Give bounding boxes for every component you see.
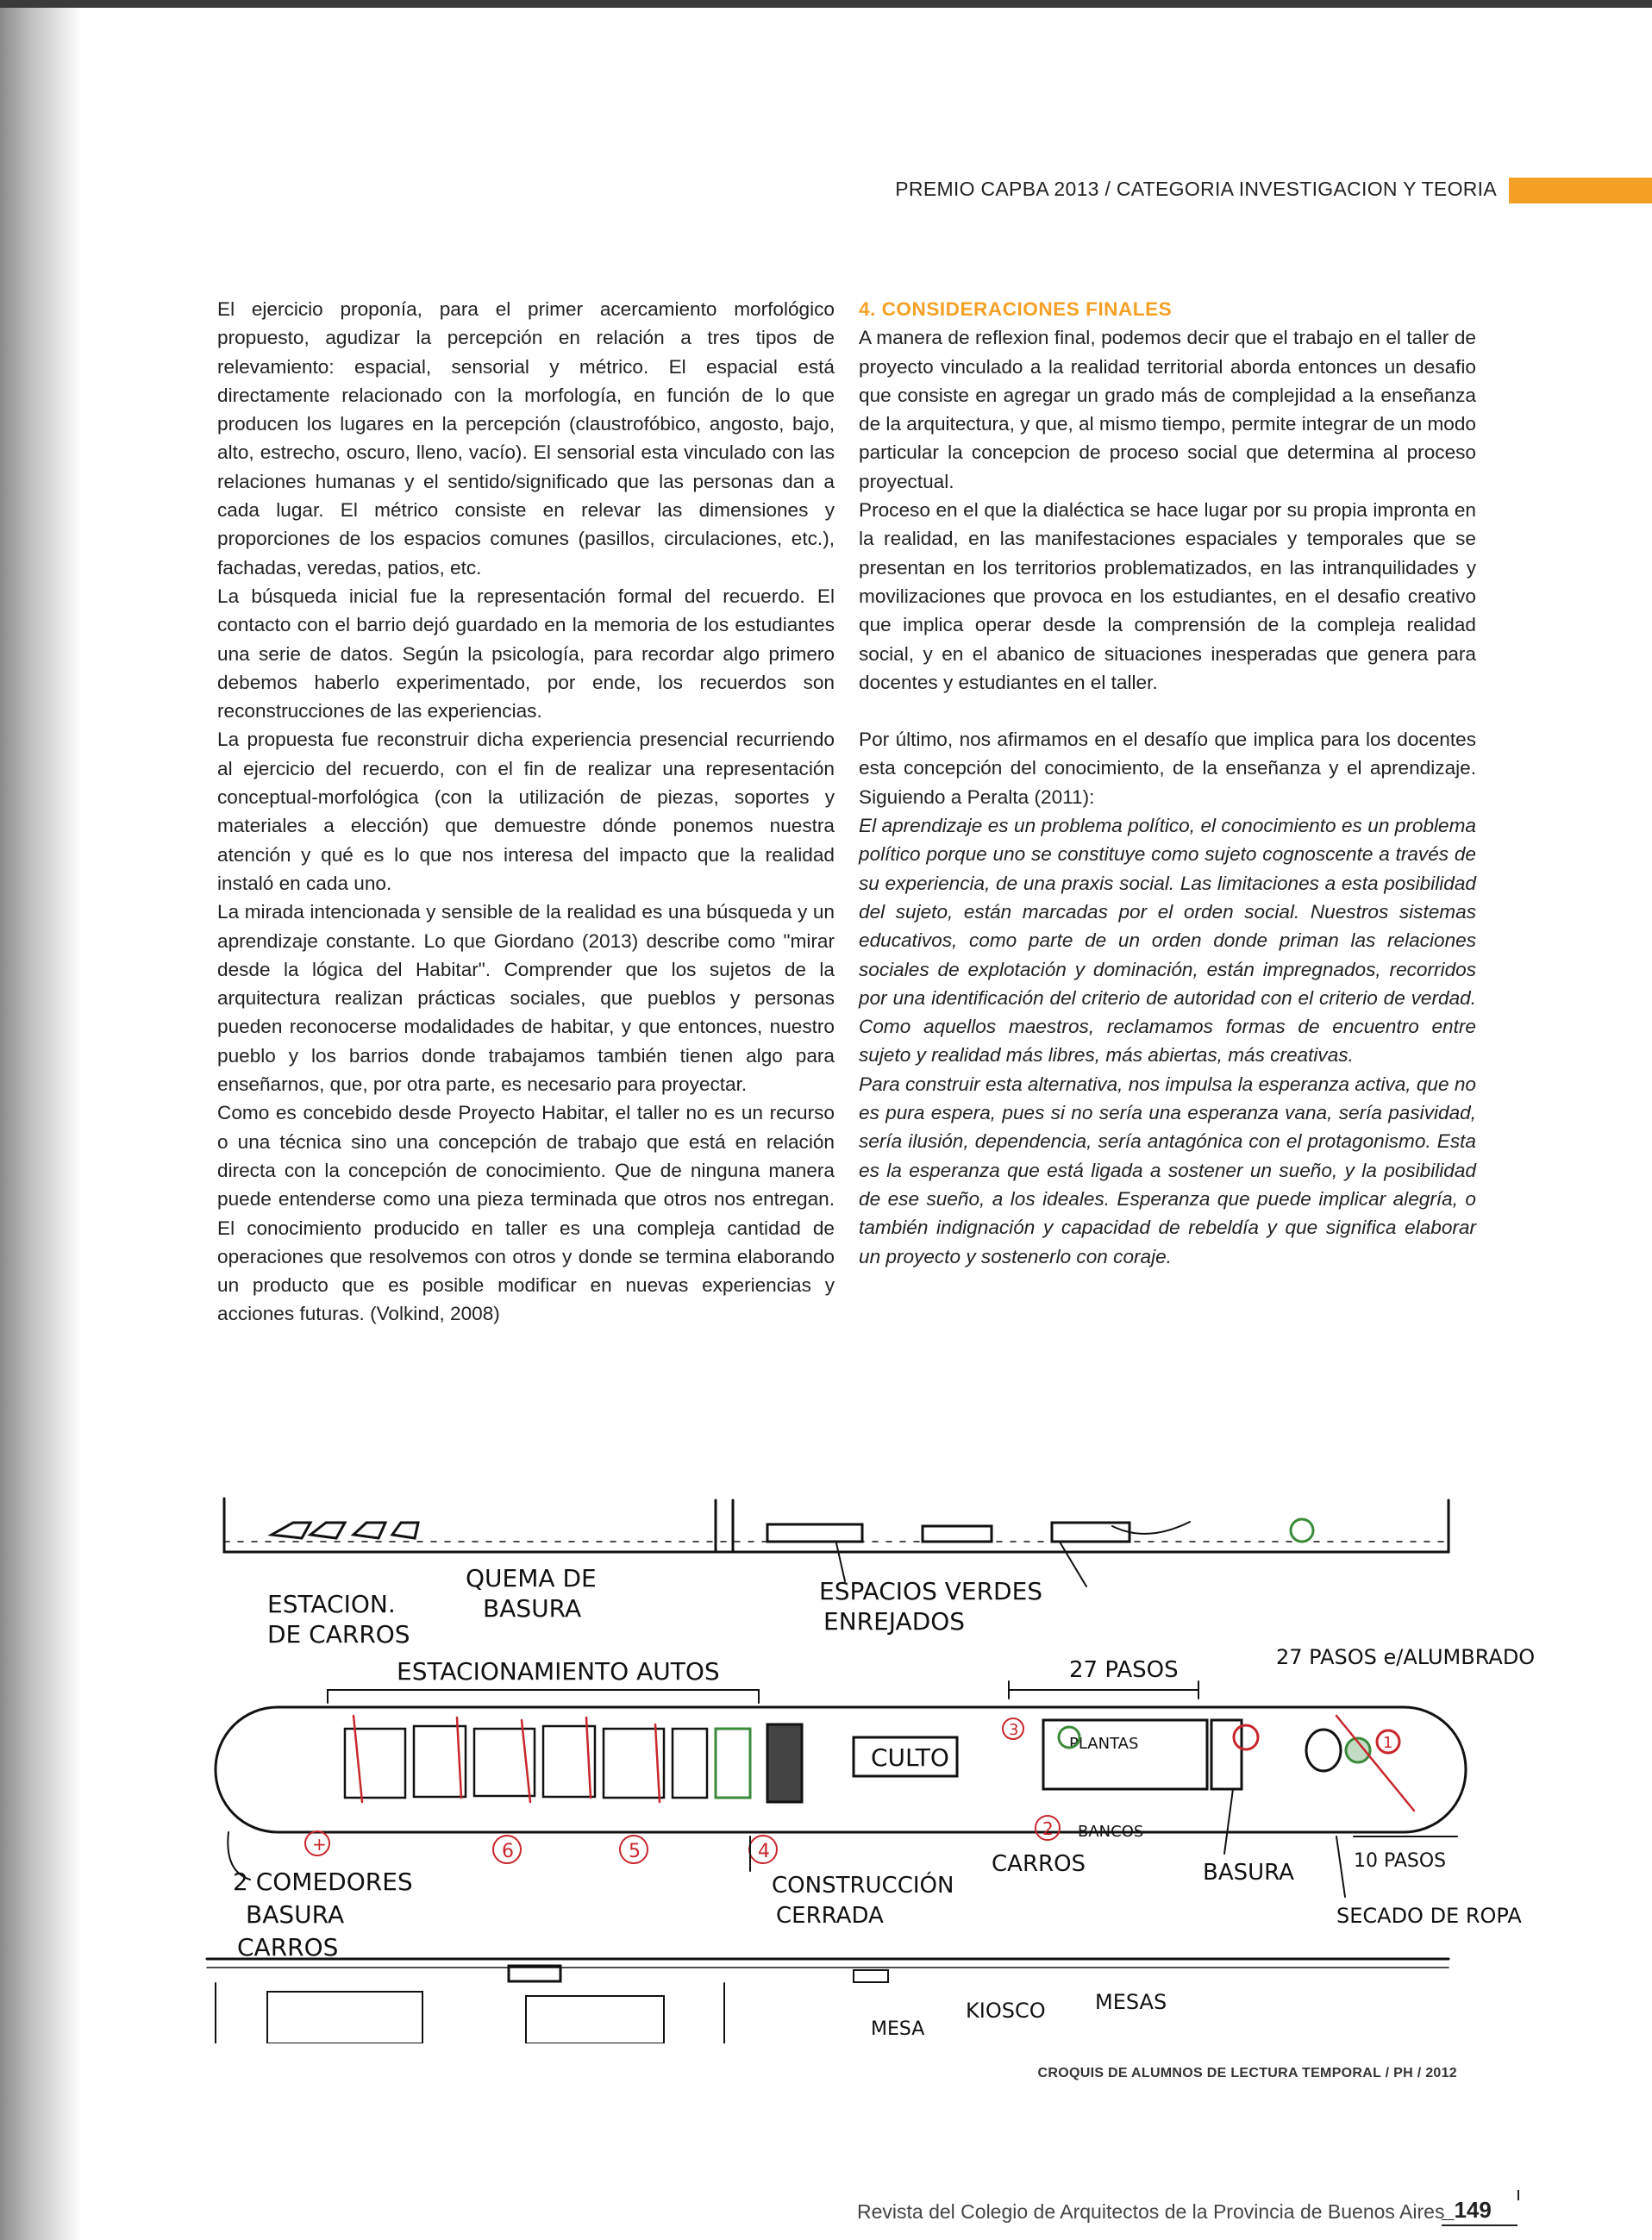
sketch-label: CARROS xyxy=(237,1933,339,1962)
paragraph: La búsqueda inicial fue la representación formal del recuerdo. El contacto con el barrio dejó guardado en la memoria de los estudiantes una serie de datos. Según la psicología, para recordar algo primero debemos haberlo experimentado, por ende, los recuerdos son reconstrucciones de las experiencias. xyxy=(217,585,835,723)
sketch-label: CERRADA xyxy=(776,1903,884,1929)
quote-paragraph: El aprendizaje es un problema político, el conocimiento es un problema político porque uno se constituye como sujeto cognoscente a través de su experiencia, de una praxis social. Las limitaciones a esta posibilidad del sujeto, están marcadas por el orden social. Nuestros sistemas educativos, como parte de un orden donde priman las relaciones sociales de explotación y dominación, están impregnados, recorridos por una identificación del criterio de autoridad con el criterio de verdad. Como aquellos maestros, reclamamos formas de encuentro entre sujeto y realidad más libres, más abiertas, más creativas. xyxy=(859,815,1476,1067)
binding-shadow xyxy=(0,0,82,2240)
sketch-label: MESAS xyxy=(1095,1990,1167,2014)
sketch-label: 27 PASOS xyxy=(1069,1657,1179,1683)
sketch-label: KIOSCO xyxy=(966,1999,1046,2023)
sketch-label: BASURA xyxy=(246,1900,345,1929)
sketch-marker: + xyxy=(312,1834,327,1855)
paragraph: La mirada intencionada y sensible de la realidad es una búsqueda y un aprendizaje constante. Lo que Giordano (2013) describe como "mirar desde la lógica del Habitar". Comprender que los sujetos de la arquitectura realizan prácticas sociales, que pueblos y personas pueden reconocerse modalidades de habitar, y que entonces, nuestro pueblo y los barrios donde trabajamos también tienen algo para enseñarnos, que, por otra parte, es necesario para proyectar. xyxy=(217,901,835,1096)
paragraph: Proceso en el que la dialéctica se hace lugar por su propia impronta en la realidad, en las manifestaciones espaciales y temporales que se presentan en los territorios problematizados, en las intranquilidades y movilizaciones que provoca en los estudiantes, en el desafio creativo que implica operar desde la comprensión de la compleja realidad social, y en el abanico de situaciones inesperadas que genera para docentes y estudiantes en el taller. xyxy=(859,499,1476,693)
sketch-marker: 3 xyxy=(1009,1721,1019,1739)
top-rule xyxy=(0,0,1652,8)
paragraph: La propuesta fue reconstruir dicha experiencia presencial recurriendo al ejercicio del recuerdo, con el fin de realizar una representación conceptual-morfológica (con la utilización de piezas, soportes y materiales a elección) que demuestre dónde ponemos nuestra atención y qué es lo que nos interesa del impacto que la realidad instaló en cada uno. xyxy=(217,729,835,894)
sketch-marker: 6 xyxy=(502,1841,514,1862)
right-column xyxy=(859,295,1476,1271)
sketch-label: CONSTRUCCIÓN xyxy=(772,1873,954,1899)
footer-publication: Revista del Colegio de Arquitectos de la Provincia de Buenos Aires xyxy=(857,2200,1445,2223)
sketch-label: MESA xyxy=(871,2018,925,2040)
sketch-label: DE CARROS xyxy=(267,1620,410,1649)
footer-rule xyxy=(1442,2224,1517,2226)
page-number: _149 xyxy=(1442,2197,1492,2223)
paragraph: Por último, nos afirmamos en el desafío que implica para los docentes esta concepción del conocimiento, de la enseñanza y el aprendizaje. Siguiendo a Peralta (2011): xyxy=(859,729,1476,808)
sketch-label: ESTACION. xyxy=(267,1590,396,1618)
running-header: PREMIO CAPBA 2013 / CATEGORIA INVESTIGACION Y TEORIA xyxy=(895,178,1497,200)
sketch-label: SECADO DE ROPA xyxy=(1336,1904,1522,1928)
left-column xyxy=(217,295,835,1329)
sketch-label: ESTACIONAMIENTO AUTOS xyxy=(397,1657,720,1686)
sketch-marker: 1 xyxy=(1383,1734,1393,1752)
sketch-marker: 5 xyxy=(629,1841,641,1862)
sketch-label: 2 COMEDORES xyxy=(233,1868,413,1896)
header-accent-bar xyxy=(1509,178,1652,203)
paragraph: A manera de reflexion final, podemos decir que el trabajo en el taller de proyecto vinculado a la realidad territorial aborda entonces un desafio que consiste en agregar un grado más de complejidad a la enseñanza de la arquitectura, y que, al mismo tiempo, permite integrar de un modo particular la concepcion de proceso social que determina al proceso proyectual. xyxy=(859,327,1476,492)
section-title: 4. CONSIDERACIONES FINALES xyxy=(859,298,1173,320)
sketch-label: CULTO xyxy=(871,1743,949,1772)
sketch-label: 27 PASOS e/ALUMBRADO xyxy=(1276,1645,1536,1669)
footer-tick xyxy=(1517,2190,1519,2200)
paragraph: Como es concebido desde Proyecto Habitar, el taller no es un recurso o una técnica sino una concepción de trabajo que está en relación directa con la concepción de conocimiento. Que de ninguna manera puede entenderse como una pieza terminada que otros nos entregan. El conocimiento producido en taller es una compleja cantidad de operaciones que resolvemos con otros y donde se termina elaborando un producto que es posible modificar en nuevas experiencias y acciones futuras. (Volkind, 2008) xyxy=(217,1102,835,1325)
sketch-label: ESPACIOS VERDES xyxy=(819,1577,1043,1605)
sketch-label: ENREJADOS xyxy=(823,1607,966,1636)
sketch-label: BANCOS xyxy=(1078,1823,1144,1841)
figure-caption: CROQUIS DE ALUMNOS DE LECTURA TEMPORAL / PH / 2012 xyxy=(1037,2066,1457,2080)
sketch-marker: 4 xyxy=(758,1841,770,1862)
sketch-marker: 2 xyxy=(1042,1818,1054,1839)
sketch-label: 10 PASOS xyxy=(1354,1850,1447,1872)
sketch-label: BASURA xyxy=(483,1594,582,1623)
paragraph: El ejercicio proponía, para el primer acercamiento morfológico propuesto, agudizar la percepción en relación a tres tipos de relevamiento: espacial, sensorial y métrico. El espacial está directamente relacionado con la morfología, en función de lo que producen los lugares en la percepción (claustrofóbico, angosto, bajo, alto, estrecho, oscuro, lleno, vacío). El sensorial esta vinculado con las relaciones humanas y el sentido/significado que las personas dan a cada lugar. El métrico consiste en relevar las dimensiones y proporciones de los espacios comunes (pasillos, circulaciones, etc.), fachadas, veredas, patios, etc. xyxy=(217,298,835,579)
quote-paragraph: Para construir esta alternativa, nos impulsa la esperanza activa, que no es pura espera, pues si no sería una esperanza vana, sería pasividad, sería ilusión, dependencia, sería antagónica con el protagonismo. Esta es la esperanza que está ligada a sostener un sueño, y la posibilidad de ese sueño, a los ideales. Esperanza que puede implicar alegría, o también indignación y capacidad de rebeldía y que significa elaborar un proyecto y sostenerlo con coraje. xyxy=(859,1073,1476,1267)
sketch-label: QUEMA DE xyxy=(466,1564,597,1592)
sketch-label: BASURA xyxy=(1203,1860,1294,1886)
site-sketch xyxy=(198,1492,1543,2043)
sketch-label: CARROS xyxy=(992,1851,1086,1877)
sketch-label: PLANTAS xyxy=(1069,1735,1139,1753)
